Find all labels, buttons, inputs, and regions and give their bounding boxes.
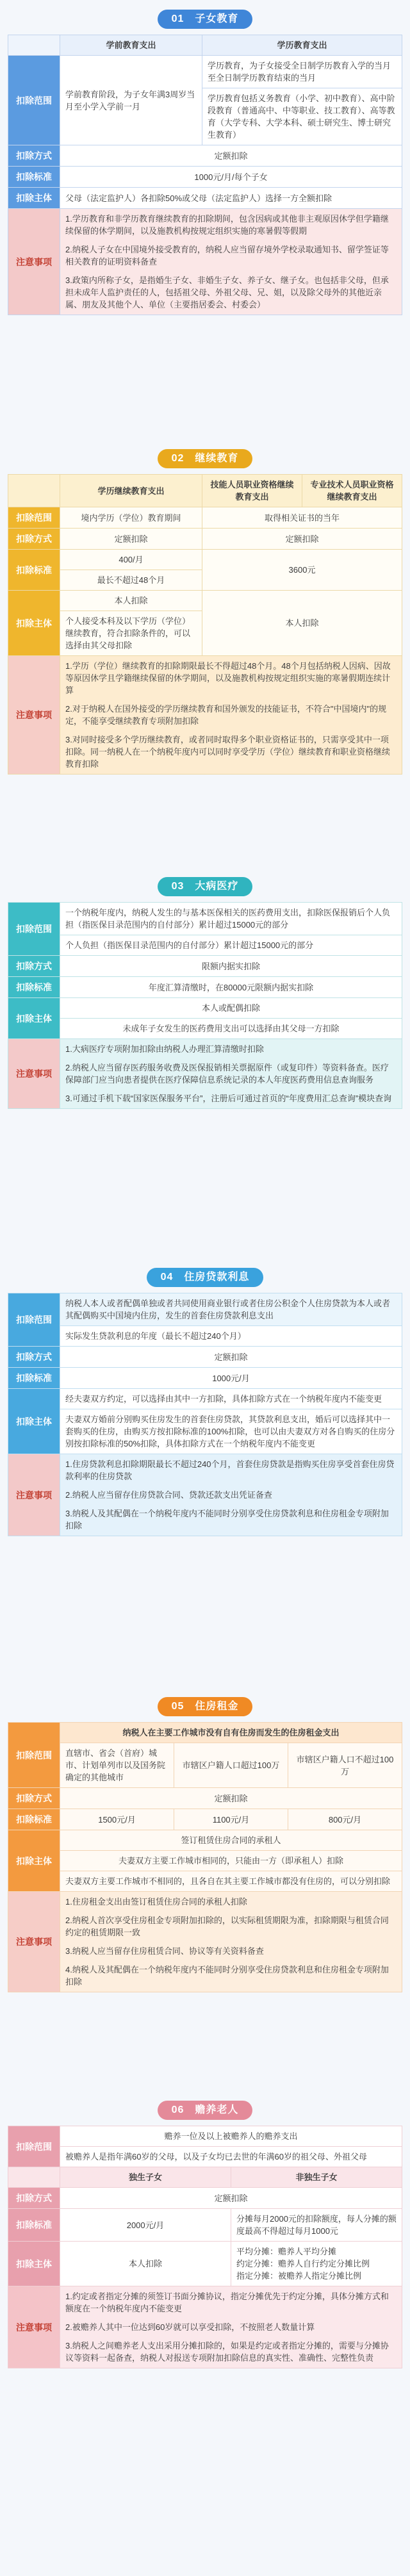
label-scope: 扣除范围 <box>8 2126 60 2167</box>
notes <box>60 2286 402 2368</box>
scope-head: 纳税人在主要工作城市没有自有住房而发生的住房租金支出 <box>60 1723 402 1743</box>
standard-only-child: 2000元/月 <box>60 2209 231 2242</box>
scope-preschool: 学前教育阶段，为子女年满3周岁当月至小学入学前一月 <box>60 56 202 145</box>
method: 定额扣除 <box>60 1347 402 1368</box>
scope-city-a: 直辖市、省会（首府）城市、计划单列市以及国务院确定的其他城市 <box>60 1743 174 1788</box>
subject: 父母（法定监护人）各扣除50%或父母（法定监护人）选择一方全额扣除 <box>60 188 402 209</box>
label-standard: 扣除标准 <box>8 167 60 188</box>
serious-illness-table <box>8 902 402 1109</box>
section-elderly-support <box>8 2095 402 2368</box>
section-title: 02 继续教育 <box>158 449 253 468</box>
standard-c: 800元/月 <box>288 1809 402 1830</box>
label-standard: 扣除标准 <box>8 2209 60 2242</box>
note-2: 2.被赡养人其中一位达到60岁就可以享受扣除，不按照老人数量计算 <box>65 2322 315 2332</box>
notes <box>60 1892 402 1992</box>
note-3: 3.对同时接受多个学历继续教育，或者同时取得多个职业资格证书的，只需享受其中一项扣除。同一纳税人在一个纳税年度内可以同时享受学历（学位）继续教育和职业资格继续教育扣除 <box>65 735 391 769</box>
method: 定额扣除 <box>60 2188 402 2209</box>
subject-only-child: 本人扣除 <box>60 2242 231 2286</box>
label-scope: 扣除范围 <box>8 903 60 956</box>
scope-1: 赡养一位及以上被赡养人的赡养支出 <box>60 2126 402 2147</box>
label-method: 扣除方式 <box>8 145 60 167</box>
label-method: 扣除方式 <box>8 2188 60 2209</box>
label-standard: 扣除标准 <box>8 1809 60 1830</box>
note-2: 2.对于纳税人在国外接受的学历继续教育和国外颁发的技能证书，不符合"中国境内"的规定，不能享受继续教育专项附加扣除 <box>65 704 387 726</box>
label-scope: 扣除范围 <box>8 507 60 529</box>
col-head-non-only-child: 非独生子女 <box>231 2167 402 2188</box>
note-4: 4.纳税人及其配偶在一个纳税年度内不能同时分别享受住房贷款利息和住房租金专项附加扣除 <box>65 1965 389 1987</box>
section-title: 06 赡养老人 <box>158 2101 253 2120</box>
label-note: 注意事项 <box>8 656 60 775</box>
note-1: 1.学历教育和非学历教育继续教育的扣除期间，包含因病或其他非主观原因休学但学籍继续保留的休学期间，以及施教机构按规定组织实施的寒暑假等假期 <box>65 214 389 236</box>
label-note: 注意事项 <box>8 1039 60 1109</box>
section-continuing-education <box>8 443 402 775</box>
note-3: 3.可通过手机下载“国家医保服务平台”，注册后可通过首页的“年度费用汇总查询”模块查询 <box>65 1094 392 1103</box>
label-scope: 扣除范围 <box>8 1293 60 1347</box>
note-1: 1.大病医疗专项附加扣除由纳税人办理汇算清缴时扣除 <box>65 1044 264 1054</box>
section-title: 05 住房租金 <box>158 1697 253 1716</box>
notes <box>60 1454 402 1536</box>
label-subject: 扣除主体 <box>8 188 60 209</box>
method: 限额内据实扣除 <box>60 956 402 977</box>
standard-a: 1500元/月 <box>60 1809 174 1830</box>
subject-degree-2: 个人接受本科及以下学历（学位）继续教育，符合扣除条件的，可以选择由其父母扣除 <box>60 611 202 656</box>
scope-2: 被赡养人是指年满60岁的父母，以及子女均已去世的年满60岁的祖父母、外祖父母 <box>60 2147 402 2167</box>
scope-2: 实际发生贷款利息的年度（最长不超过240个月） <box>60 1326 402 1347</box>
method: 定额扣除 <box>60 145 402 167</box>
label-subject: 扣除主体 <box>8 1830 60 1892</box>
label-subject: 扣除主体 <box>8 998 60 1039</box>
label-method: 扣除方式 <box>8 956 60 977</box>
subject-1: 签订租赁住房合同的承租人 <box>60 1830 402 1851</box>
label-method: 扣除方式 <box>8 1788 60 1809</box>
subject-non-only-child <box>231 2242 402 2286</box>
method-cert: 定额扣除 <box>202 529 402 550</box>
col-head-skill: 技能人员职业资格继续教育支出 <box>202 475 302 507</box>
note-3: 3.政策内所称子女，是指婚生子女、非婚生子女、养子女、继子女。也包括非父母，但承担未成年人监护责任的人，包括祖父母、外祖父母、兄、姐，以及除父母外的其他近亲属、朋友及其他个人、单位（主要指居委会、村委会） <box>65 275 389 309</box>
section-housing-rent <box>8 1691 402 1992</box>
scope-2: 个人负担（指医保目录范围内的自付部分）累计超过15000元的部分 <box>60 935 402 956</box>
section-title: 01 子女教育 <box>158 10 253 29</box>
note-2: 2.纳税人子女在中国境外接受教育的，纳税人应当留存境外学校录取通知书、留学签证等相关教育的证明资料备查 <box>65 245 389 267</box>
note-3: 3.纳税人之间赡养老人支出采用分摊扣除的，如果是约定或者指定分摊的，需要与分摊协议等资料一起备查，纳税人对报送专项附加扣除信息的真实性、准确性、完整性负责 <box>65 2341 389 2363</box>
col-head-pro: 专业技术人员职业资格继续教育支出 <box>302 475 402 507</box>
method: 定额扣除 <box>60 1788 402 1809</box>
subject-2: 夫妻双方主要工作城市相同的，只能由一方（即承租人）扣除 <box>60 1851 402 1871</box>
label-method: 扣除方式 <box>8 529 60 550</box>
scope-degree: 境内学历（学位）教育期间 <box>60 507 202 529</box>
subject-1: 本人或配偶扣除 <box>60 998 402 1019</box>
standard-degree-1: 400/月 <box>60 550 202 570</box>
standard-b: 1100元/月 <box>174 1809 288 1830</box>
section-housing-loan-interest <box>8 1262 402 1536</box>
label-subject: 扣除主体 <box>8 591 60 656</box>
standard: 年度汇算清缴时，在80000元限额内据实扣除 <box>60 977 402 998</box>
scope-school-1: 学历教育，为子女接受全日制学历教育入学的当月至全日制学历教育结束的当月 <box>202 56 402 88</box>
label-scope: 扣除范围 <box>8 1723 60 1788</box>
note-2: 2.纳税人应当留存医药服务收费及医保报销相关票据原件（或复印件）等资料备查。医疗保障部门应当向患者提供在医疗保障信息系统记录的本人年度医药费用信息查询服务 <box>65 1063 389 1085</box>
label-note: 注意事项 <box>8 1454 60 1536</box>
subject-degree-1: 本人扣除 <box>60 591 202 611</box>
standard: 1000元/月 <box>60 1368 402 1389</box>
method-degree: 定额扣除 <box>60 529 202 550</box>
note-1: 1.约定或者指定分摊的须签订书面分摊协议，指定分摊优先于约定分摊，具体分摊方式和额度在一个纳税年度内不能变更 <box>65 2292 389 2313</box>
label-note: 注意事项 <box>8 1892 60 1992</box>
label-subject: 扣除主体 <box>8 1389 60 1454</box>
col-head-degree: 学历继续教育支出 <box>60 475 202 507</box>
scope-city-b: 市辖区户籍人口超过100万 <box>174 1743 288 1788</box>
note-3: 3.纳税人应当留存住房租赁合同、协议等有关资料备查 <box>65 1946 264 1956</box>
subject-2: 未成年子女发生的医药费用支出可以选择由其父母一方扣除 <box>60 1019 402 1039</box>
subject-3: 夫妻双方主要工作城市不相同的，且各自在其主要工作城市都没有住房的，可以分别扣除 <box>60 1871 402 1892</box>
housing-rent-table <box>8 1722 402 1992</box>
share-mode-3: 指定分摊：被赡养人指定分摊比例 <box>236 2271 362 2281</box>
subject-cert: 本人扣除 <box>202 591 402 656</box>
standard: 1000元/月/每个子女 <box>60 167 402 188</box>
col-head-only-child: 独生子女 <box>60 2167 231 2188</box>
label-method: 扣除方式 <box>8 1347 60 1368</box>
scope-1: 纳税人本人或者配偶单独或者共同使用商业银行或者住房公积金个人住房贷款为本人或者其配偶购买中国境内住房，发生的首套住房贷款利息支出 <box>60 1293 402 1326</box>
note-1: 1.住房租金支出由签订租赁住房合同的承租人扣除 <box>65 1897 247 1907</box>
scope-1: 一个纳税年度内，纳税人发生的与基本医保相关的医药费用支出，扣除医保报销后个人负担（指医保目录范围内的自付部分）累计超过15000元的部分 <box>60 903 402 935</box>
children-education-table <box>8 35 402 315</box>
notes <box>60 209 402 315</box>
label-scope: 扣除范围 <box>8 56 60 145</box>
subject-2: 夫妻双方婚前分别购买住房发生的首套住房贷款，其贷款利息支出，婚后可以选择其中一套购买的住房，由购买方按扣除标准的100%扣除，也可以由夫妻双方对各自购买的住房分别按扣除标准的50%扣除，具体扣除方式在一个纳税年度内不能变更 <box>60 1409 402 1454</box>
subject-1: 经夫妻双方约定，可以选择由其中一方扣除，具体扣除方式在一个纳税年度内不能变更 <box>60 1389 402 1409</box>
standard-cert: 3600元 <box>202 550 402 591</box>
scope-city-c: 市辖区户籍人口不超过100万 <box>288 1743 402 1788</box>
label-standard: 扣除标准 <box>8 977 60 998</box>
note-2: 2.纳税人应当留存住房贷款合同、贷款还款支出凭证备查 <box>65 1490 272 1500</box>
col-head-preschool: 学前教育支出 <box>60 35 202 56</box>
section-title: 04 住房贷款利息 <box>147 1268 264 1287</box>
continuing-education-table <box>8 474 402 775</box>
label-standard: 扣除标准 <box>8 550 60 591</box>
housing-loan-table <box>8 1293 402 1536</box>
notes <box>60 1039 402 1109</box>
scope-cert: 取得相关证书的当年 <box>202 507 402 529</box>
label-note: 注意事项 <box>8 2286 60 2368</box>
standard-non-only-child: 分摊每月2000元的扣除额度，每人分摊的额度最高不得超过每月1000元 <box>231 2209 402 2242</box>
note-1: 1.住房贷款利息扣除期限最长不超过240个月，首套住房贷款是指购买住房享受首套住房贷款利率的住房贷款 <box>65 1459 395 1481</box>
section-serious-illness <box>8 871 402 1109</box>
scope-school-2: 学历教育包括义务教育（小学、初中教育）、高中阶段教育（普通高中、中等职业、技工教育）、高等教育（大学专科、大学本科、硕士研究生、博士研究生教育） <box>202 88 402 145</box>
section-children-education <box>8 4 402 315</box>
note-1: 1.学历（学位）继续教育的扣除期限最长不得超过48个月。48个月包括纳税人因病、因故等原因休学且学籍继续保留的休学期间，以及施教机构按规定组织实施的寒暑假期连续计算 <box>65 661 391 695</box>
notes <box>60 656 402 775</box>
label-standard: 扣除标准 <box>8 1368 60 1389</box>
note-2: 2.纳税人首次享受住房租金专项附加扣除的，以实际租赁期限为准，扣除期限与租赁合同约定的租赁期限一致 <box>65 1916 389 1937</box>
section-title: 03 大病医疗 <box>158 877 253 896</box>
label-subject: 扣除主体 <box>8 2242 60 2286</box>
standard-degree-2: 最长不超过48个月 <box>60 570 202 591</box>
note-3: 3.纳税人及其配偶在一个纳税年度内不能同时分别享受住房贷款利息和住房租金专项附加扣除 <box>65 1509 389 1530</box>
label-note: 注意事项 <box>8 209 60 315</box>
elderly-support-table <box>8 2126 402 2368</box>
share-mode-2: 约定分摊：赡养人自行约定分摊比例 <box>236 2259 370 2268</box>
share-mode-1: 平均分摊：赡养人平均分摊 <box>236 2247 337 2256</box>
col-head-school: 学历教育支出 <box>202 35 402 56</box>
